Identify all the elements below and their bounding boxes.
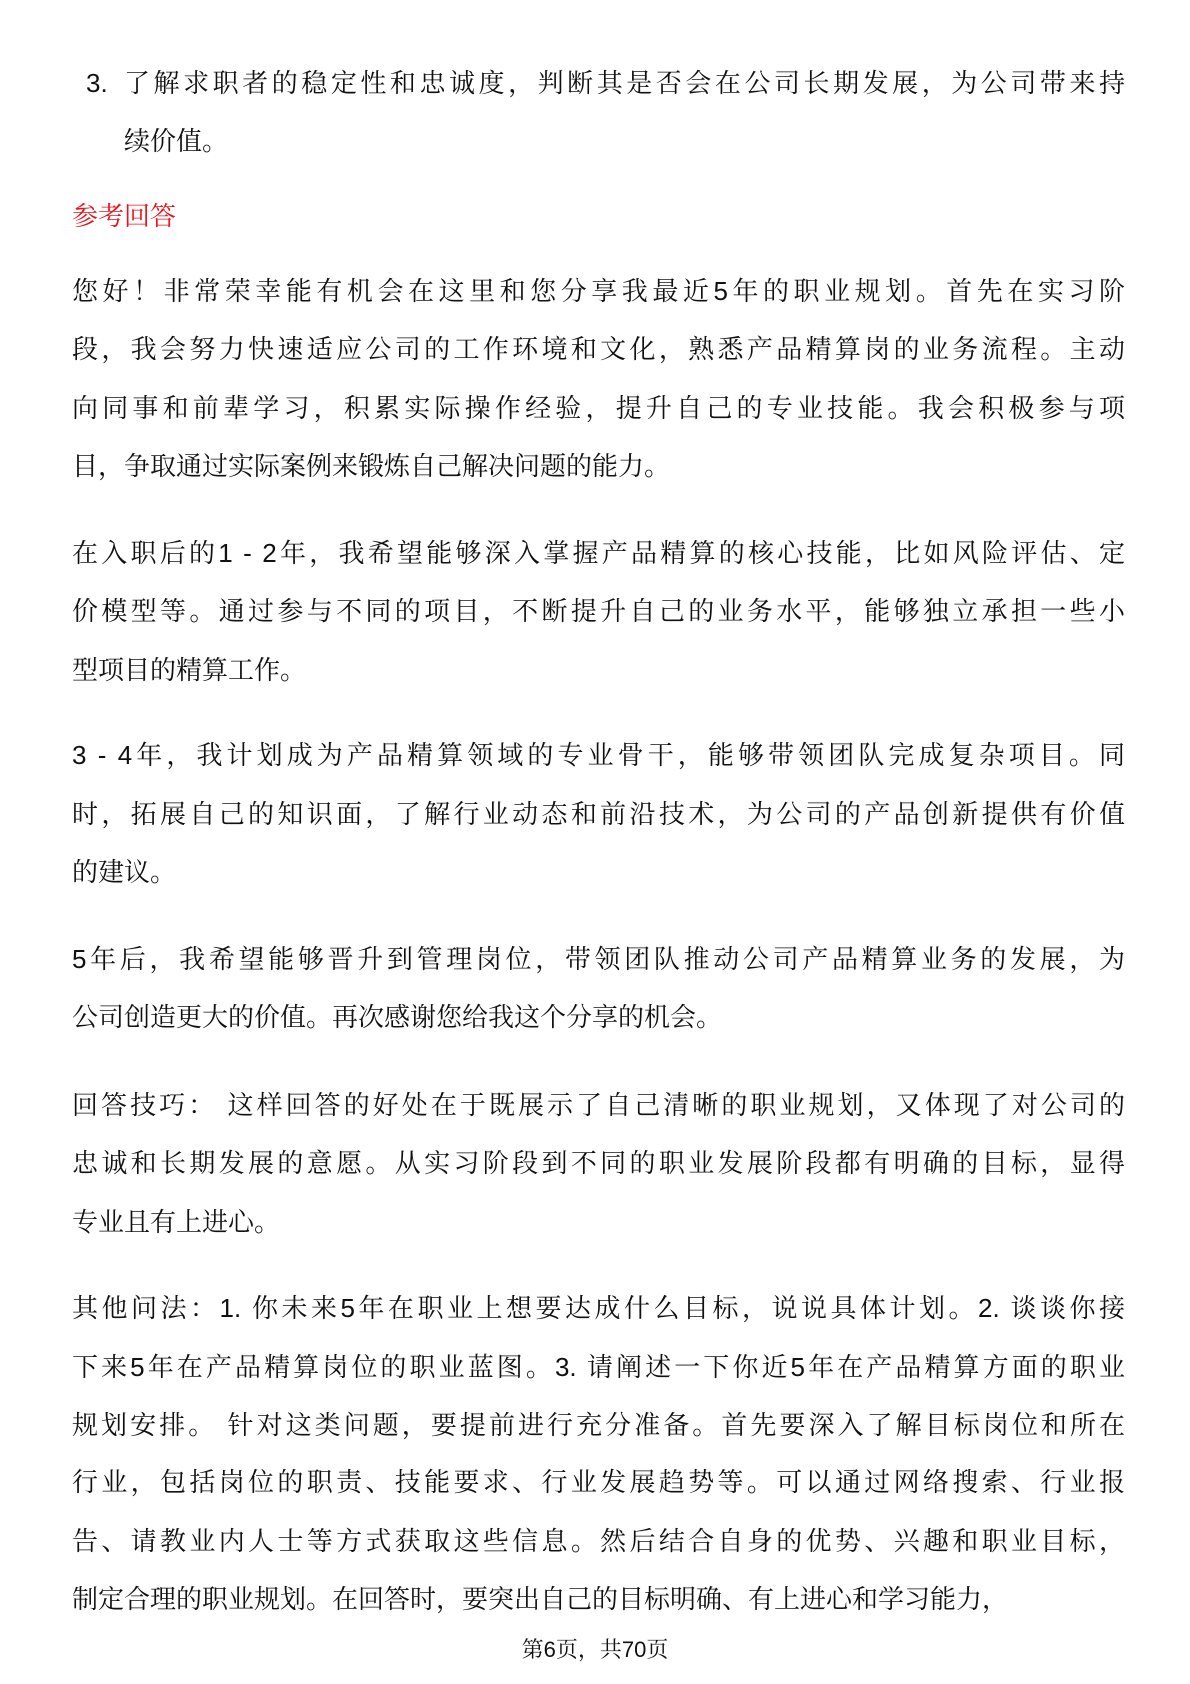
paragraph-line: 目，争取通过实际案例来锻炼自己解决问题的能力。 — [72, 451, 671, 481]
paragraph-line: 规划安排。 针对这类问题，要提前进行充分准备。首先要深入了解目标岗位和所在 — [72, 1410, 1125, 1440]
paragraph-line: 时，拓展自己的知识面，了解行业动态和前沿技术，为公司的产品创新提供有价值 — [72, 799, 1125, 829]
list-item-line: 续价值。 — [124, 126, 229, 156]
paragraph-line: 5年后，我希望能够晋升到管理岗位，带领团队推动公司产品精算业务的发展，为 — [72, 944, 1125, 974]
paragraph-line: 价模型等。通过参与不同的项目，不断提升自己的业务水平，能够独立承担一些小 — [72, 596, 1125, 626]
paragraph-line: 的建议。 — [72, 857, 177, 887]
paragraph-line: 公司创造更大的价值。再次感谢您给我这个分享的机会。 — [72, 1002, 723, 1032]
paragraph-line: 告、请教业内人士等方式获取这些信息。然后结合自身的优势、兴趣和职业目标， — [72, 1526, 1125, 1556]
page-footer: 第6页，共70页 — [521, 1637, 669, 1662]
paragraph-line: 忠诚和长期发展的意愿。从实习阶段到不同的职业发展阶段都有明确的目标，显得 — [72, 1148, 1125, 1178]
paragraph-line: 其他问法：1. 你未来5年在职业上想要达成什么目标，说说具体计划。2. 谈谈你接 — [72, 1293, 1125, 1323]
answer-heading: 参考回答 — [72, 201, 177, 231]
paragraph-line: 您好！非常荣幸能有机会在这里和您分享我最近5年的职业规划。首先在实习阶 — [72, 276, 1125, 306]
paragraph-line: 下来5年在产品精算岗位的职业蓝图。3. 请阐述一下你近5年在产品精算方面的职业 — [72, 1352, 1125, 1382]
paragraph-line: 型项目的精算工作。 — [72, 655, 307, 685]
paragraph-line: 回答技巧： 这样回答的好处在于既展示了自己清晰的职业规划，又体现了对公司的 — [72, 1090, 1125, 1120]
paragraph-line: 3 - 4年，我计划成为产品精算领域的专业骨干，能够带领团队完成复杂项目。同 — [72, 740, 1125, 770]
paragraph-line: 行业，包括岗位的职责、技能要求、行业发展趋势等。可以通过网络搜索、行业报 — [72, 1467, 1125, 1497]
list-item-line: 了解求职者的稳定性和忠诚度，判断其是否会在公司长期发展，为公司带来持 — [124, 68, 1125, 98]
paragraph-line: 向同事和前辈学习，积累实际操作经验，提升自己的专业技能。我会积极参与项 — [72, 393, 1125, 423]
paragraph-line: 在入职后的1 - 2年，我希望能够深入掌握产品精算的核心技能，比如风险评估、定 — [72, 538, 1125, 568]
list-number: 3. — [86, 68, 108, 98]
paragraph-line: 制定合理的职业规划。在回答时，要突出自己的目标明确、有上进心和学习能力， — [72, 1584, 1009, 1614]
paragraph-line: 段，我会努力快速适应公司的工作环境和文化，熟悉产品精算岗的业务流程。主动 — [72, 334, 1125, 364]
paragraph-line: 专业且有上进心。 — [72, 1207, 281, 1237]
